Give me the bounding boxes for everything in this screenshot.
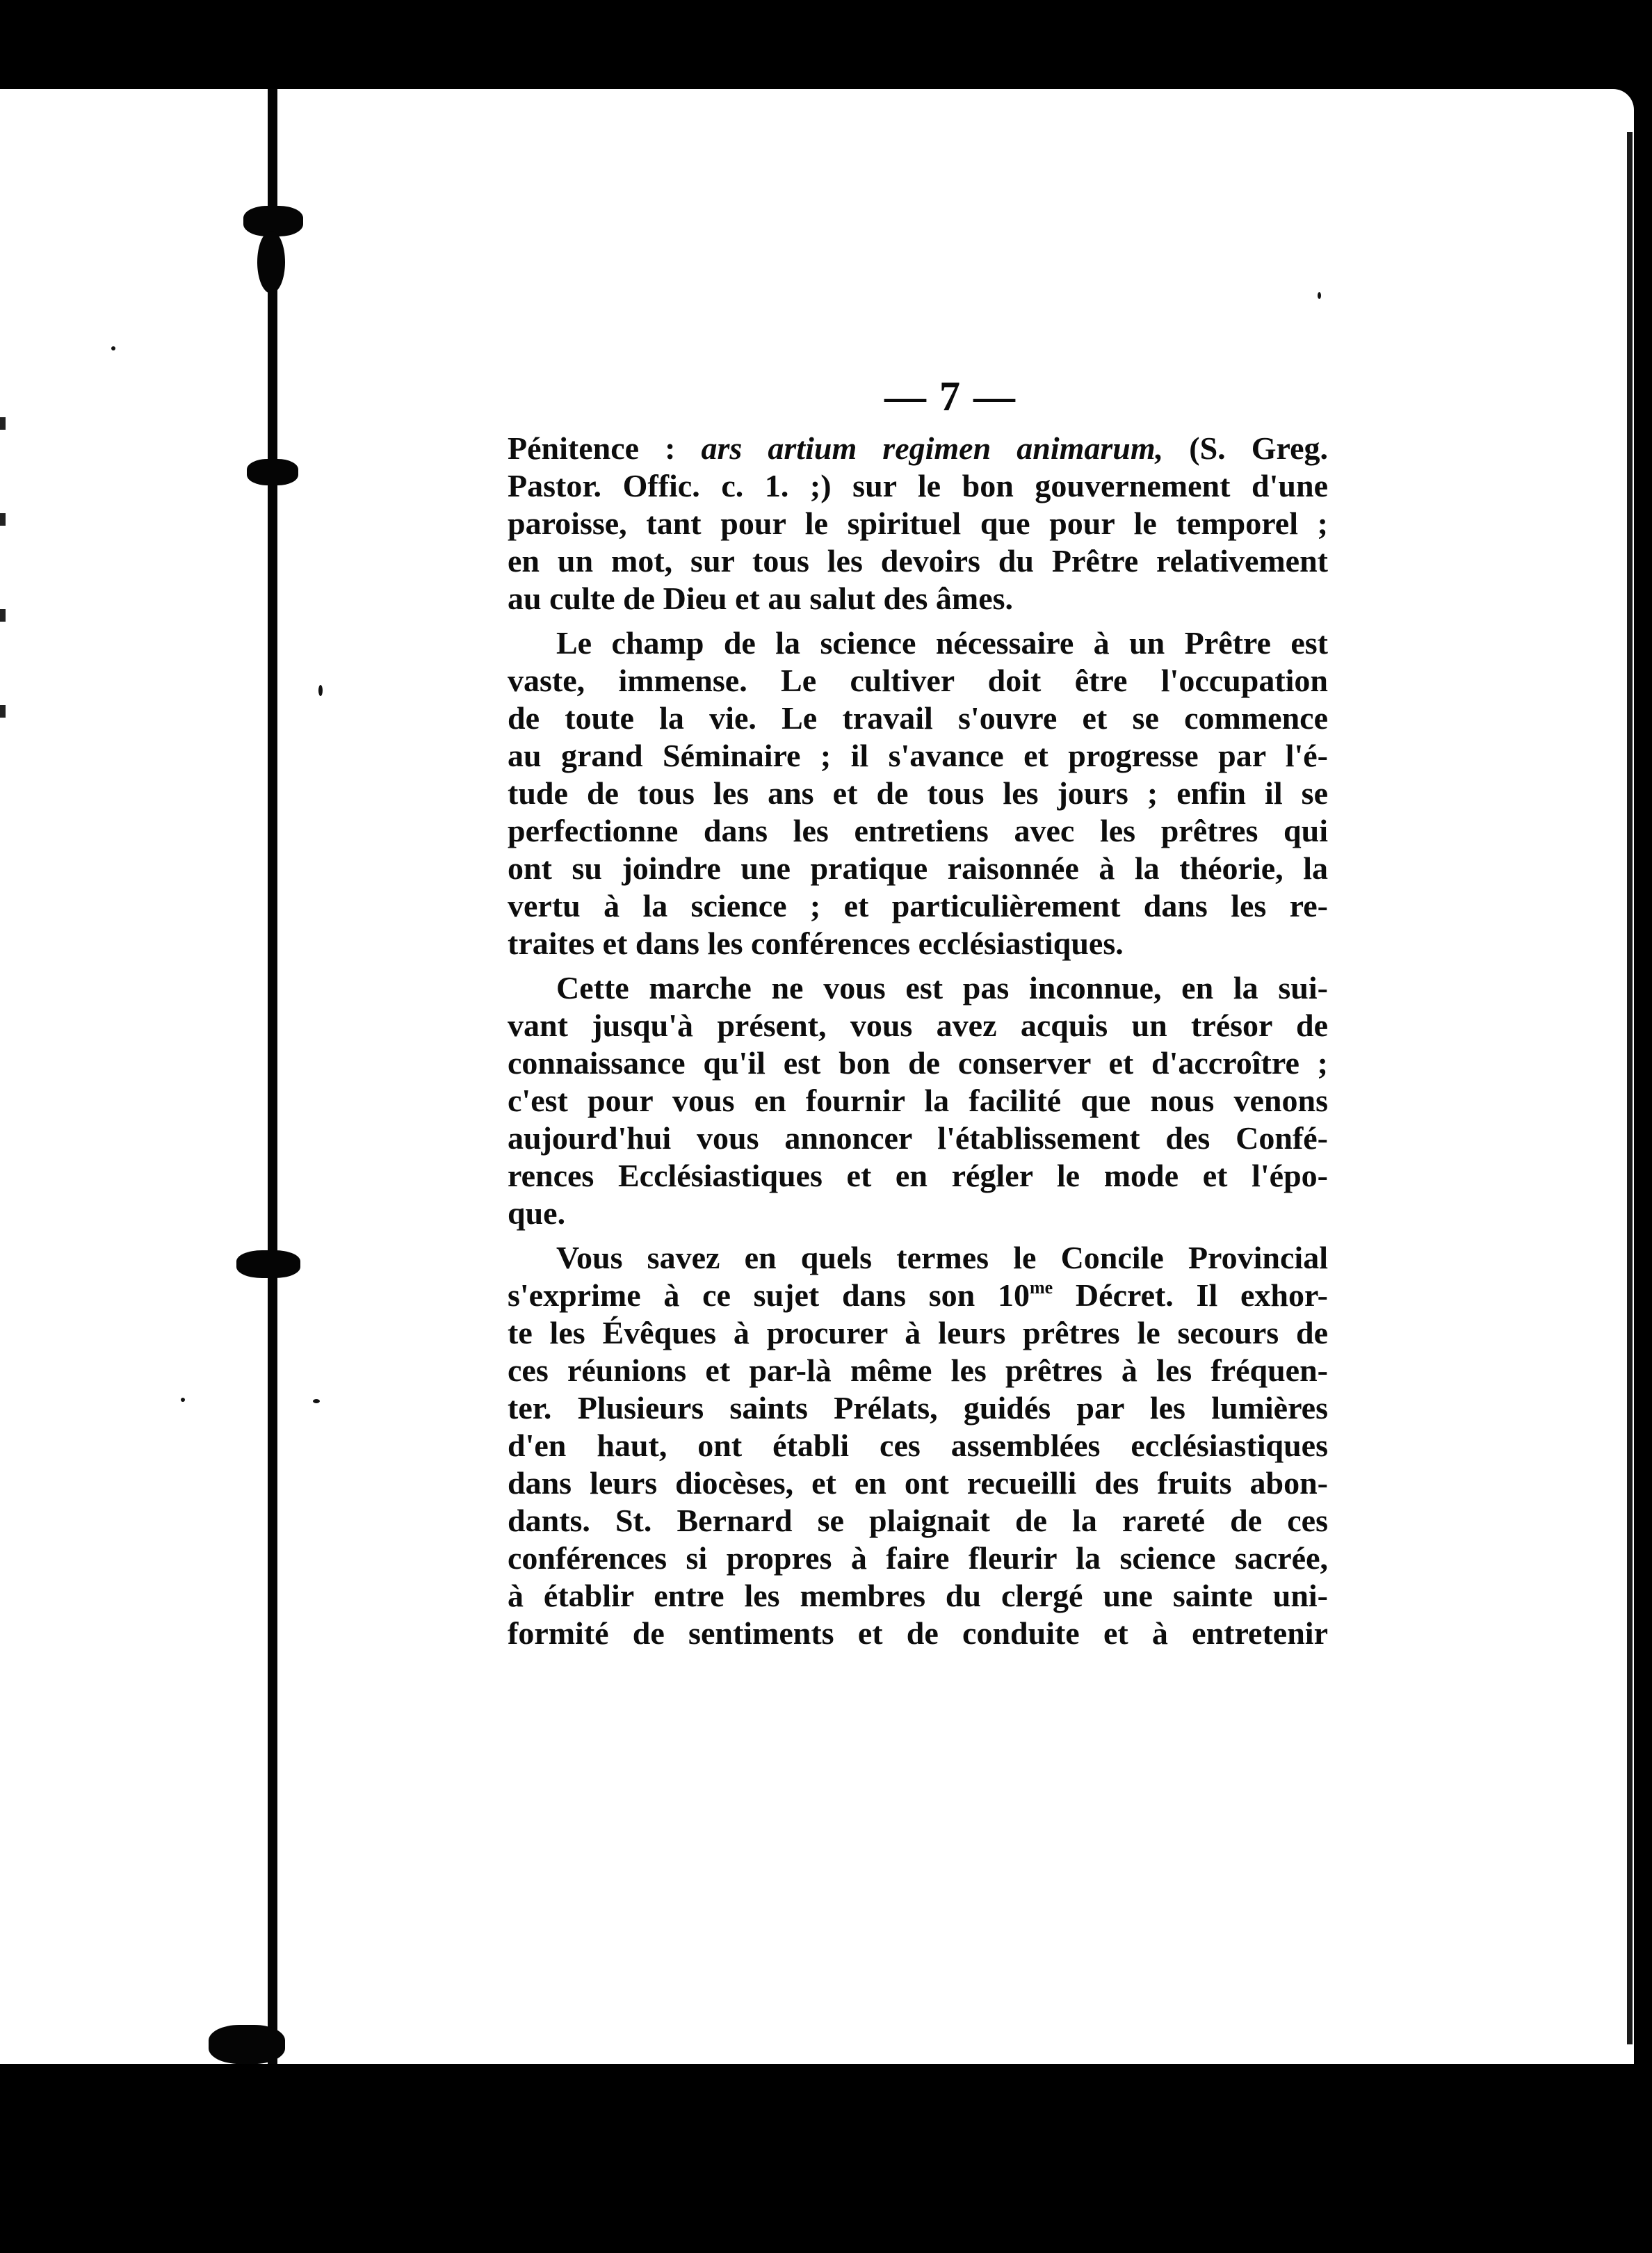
text-segment: tude de tous les ans et de tous les jours ; enfin il se bbox=[508, 775, 1328, 811]
page-number: — 7 — bbox=[884, 373, 1017, 419]
latin-quote: ars artium regimen animarum, bbox=[701, 430, 1164, 466]
adjacent-page-sliver bbox=[0, 89, 13, 2064]
text-line bbox=[508, 1082, 1328, 1120]
text-segment: ont su joindre une pratique raisonnée à la théorie, la bbox=[508, 850, 1328, 886]
text-line bbox=[508, 1540, 1328, 1577]
text-segment: Cette marche ne vous est pas inconnue, en la sui- bbox=[556, 970, 1328, 1006]
text-line bbox=[508, 737, 1328, 775]
text-segment: perfectionne dans les entretiens avec les prêtres qui bbox=[508, 813, 1328, 848]
text-line bbox=[508, 1195, 1328, 1232]
text-line bbox=[508, 1502, 1328, 1540]
text-line bbox=[508, 580, 1328, 617]
text-segment: Pastor. Offic. c. 1. ;) sur le bon gouvernement d'une bbox=[508, 468, 1328, 503]
text-line bbox=[508, 505, 1328, 542]
text-segment: aujourd'hui vous annoncer l'établissement des Confé- bbox=[508, 1120, 1328, 1156]
text-line bbox=[508, 1314, 1328, 1352]
text-line bbox=[508, 1277, 1328, 1314]
text-segment: vaste, immense. Le cultiver doit être l'occupation bbox=[508, 663, 1328, 698]
text-segment: ter. Plusieurs saints Prélats, guidés par les lumières bbox=[508, 1390, 1328, 1426]
binding-stitch bbox=[247, 459, 298, 485]
text-segment: c'est pour vous en fournir la facilité que nous venons bbox=[508, 1083, 1328, 1118]
text-line bbox=[508, 1157, 1328, 1195]
text-line bbox=[508, 700, 1328, 737]
text-segment: que. bbox=[508, 1195, 566, 1231]
text-line bbox=[508, 1389, 1328, 1427]
text-line bbox=[508, 969, 1328, 1007]
adjacent-page-marks bbox=[0, 417, 13, 801]
text-segment: s'exprime à ce sujet dans son 10 bbox=[508, 1277, 1030, 1313]
scan-speck bbox=[111, 346, 115, 350]
text-line bbox=[508, 812, 1328, 850]
text-segment: formité de sentiments et de conduite et à entretenir bbox=[508, 1615, 1328, 1651]
binding-stitch bbox=[257, 231, 285, 293]
text-line bbox=[508, 430, 1328, 467]
text-segment: traites et dans les conférences ecclésiastiques. bbox=[508, 926, 1124, 961]
scan-speck bbox=[181, 1398, 185, 1402]
binding-spine bbox=[268, 89, 277, 2064]
scan-speck bbox=[318, 685, 323, 696]
binding-stitch bbox=[209, 2025, 285, 2064]
text-line bbox=[508, 542, 1328, 580]
text-segment: rences Ecclésiastiques et en régler le mode et l'épo- bbox=[508, 1158, 1328, 1193]
superscript: me bbox=[1029, 1277, 1053, 1298]
text-segment: paroisse, tant pour le spirituel que pour le temporel ; bbox=[508, 506, 1328, 541]
text-line bbox=[508, 1464, 1328, 1502]
text-segment: vertu à la science ; et particulièrement dans les re- bbox=[508, 888, 1328, 923]
text-segment: ces réunions et par-là même les prêtres à les fréquen- bbox=[508, 1352, 1328, 1388]
text-segment: connaissance qu'il est bon de conserver et d'accroître ; bbox=[508, 1045, 1328, 1081]
scan-speck bbox=[1318, 292, 1321, 299]
text-segment: Le champ de la science nécessaire à un Prêtre est bbox=[556, 625, 1328, 661]
text-segment: au grand Séminaire ; il s'avance et progresse par l'é- bbox=[508, 738, 1328, 773]
text-segment: de toute la vie. Le travail s'ouvre et se commence bbox=[508, 700, 1328, 736]
binding-stitch bbox=[236, 1250, 300, 1278]
text-line bbox=[508, 1007, 1328, 1044]
text-line bbox=[508, 624, 1328, 662]
text-segment: te les Évêques à procurer à leurs prêtres le secours de bbox=[508, 1315, 1328, 1350]
text-segment: Décret. Il exhor- bbox=[1053, 1277, 1328, 1313]
text-segment: dans leurs diocèses, et en ont recueilli des fruits abon- bbox=[508, 1465, 1328, 1501]
text-segment: à établir entre les membres du clergé une sainte uni- bbox=[508, 1578, 1328, 1613]
text-line bbox=[508, 1577, 1328, 1615]
text-segment: dants. St. Bernard se plaignait de la rareté de ces bbox=[508, 1503, 1328, 1538]
text-line bbox=[508, 850, 1328, 887]
text-segment: Vous savez en quels termes le Concile Provincial bbox=[556, 1240, 1328, 1275]
text-line bbox=[508, 1427, 1328, 1464]
text-segment: vant jusqu'à présent, vous avez acquis un trésor de bbox=[508, 1008, 1328, 1043]
text-segment: d'en haut, ont établi ces assemblées ecclésiastiques bbox=[508, 1428, 1328, 1463]
text-segment: en un mot, sur tous les devoirs du Prêtre relativement bbox=[508, 543, 1328, 579]
text-line bbox=[508, 925, 1328, 962]
text-line bbox=[508, 1352, 1328, 1389]
body-text bbox=[508, 430, 1328, 1652]
text-line bbox=[508, 1120, 1328, 1157]
text-line bbox=[508, 775, 1328, 812]
text-line bbox=[508, 887, 1328, 925]
scan-speck bbox=[313, 1399, 320, 1403]
page-edge bbox=[1627, 132, 1633, 2044]
text-segment: Pénitence : bbox=[508, 430, 702, 466]
text-line bbox=[508, 662, 1328, 700]
text-line bbox=[508, 1615, 1328, 1652]
text-segment: conférences si propres à faire fleurir la science sacrée, bbox=[508, 1540, 1328, 1576]
text-line bbox=[508, 1239, 1328, 1277]
text-line bbox=[508, 1044, 1328, 1082]
text-line bbox=[508, 467, 1328, 505]
text-segment: (S. Greg. bbox=[1163, 430, 1329, 466]
text-segment: au culte de Dieu et au salut des âmes. bbox=[508, 581, 1014, 616]
